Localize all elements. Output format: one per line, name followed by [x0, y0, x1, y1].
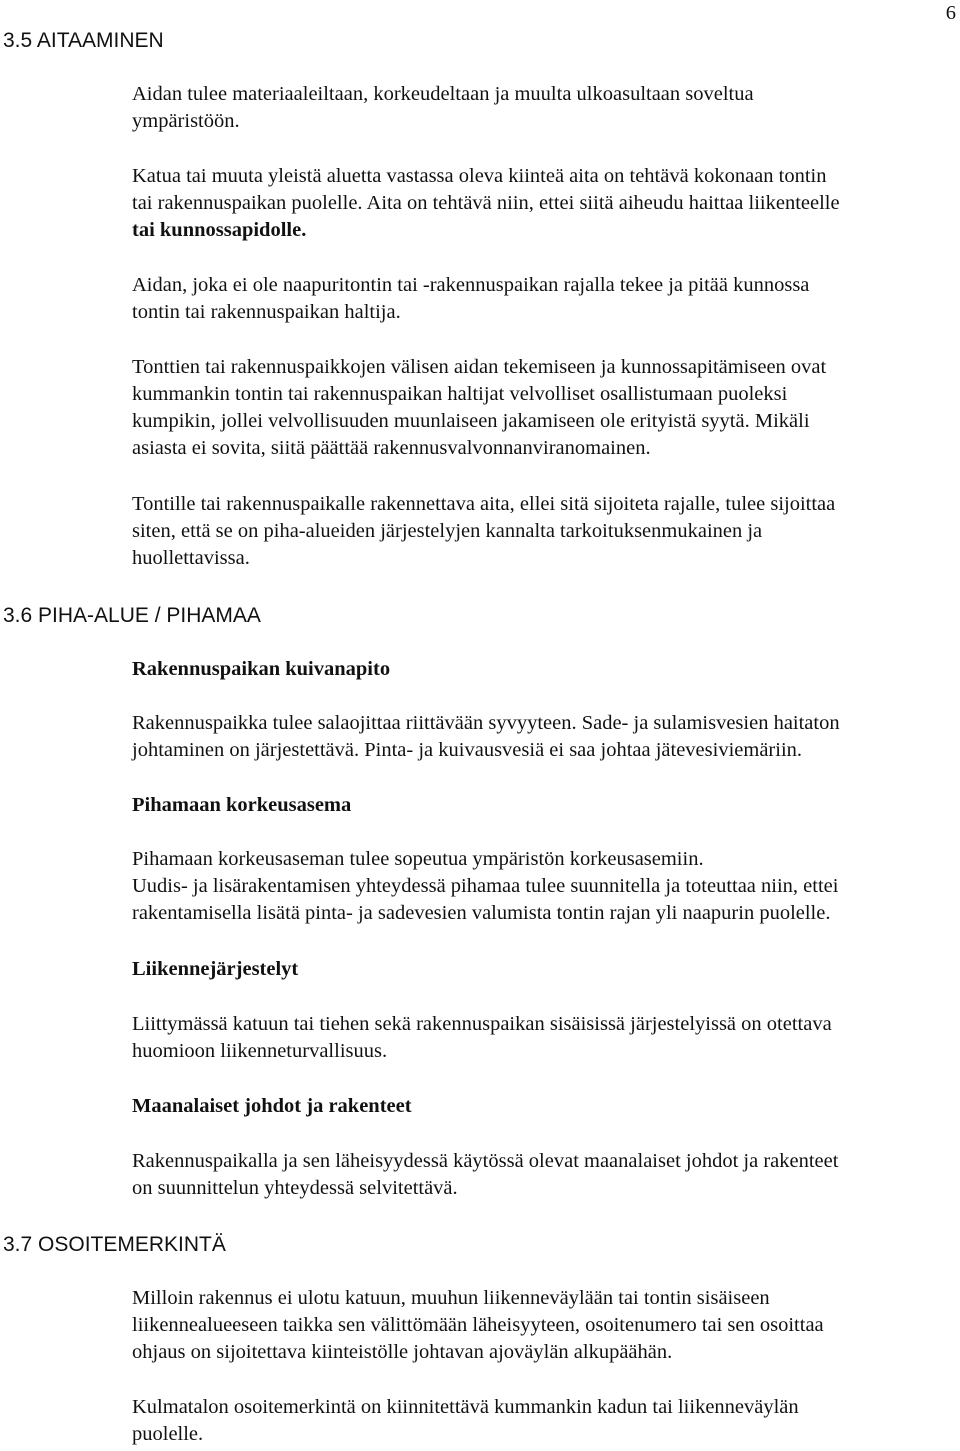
subheading-underground: Maanalaiset johdot ja rakenteet: [132, 1095, 412, 1117]
text-line: Kulmatalon osoitemerkintä on kiinnitettävä kummankin kadun tai liikenneväylän: [132, 1396, 799, 1418]
paragraph-fence-placement: [132, 491, 958, 572]
text-line: on suunnittelun yhteydessä selvitettävä.: [132, 1177, 458, 1199]
text-line-bold: tai kunnossapidolle.: [132, 219, 307, 241]
text-line: Liittymässä katuun tai tiehen sekä rakennuspaikan sisäisissä järjestelyissä on otettava: [132, 1013, 832, 1035]
paragraph-yard-level: [132, 846, 958, 927]
paragraph-underground: [132, 1148, 958, 1202]
text-line: puolelle.: [132, 1423, 204, 1445]
paragraph-traffic: [132, 1011, 958, 1065]
paragraph-fixed-fence: [132, 163, 958, 244]
text-line: Tonttien tai rakennuspaikkojen välisen aidan tekemiseen ja kunnossapitämiseen ovat: [132, 356, 827, 378]
text-line: asiasta ei sovita, siitä päättää rakennusvalvonnanviranomainen.: [132, 437, 651, 459]
text-line: huomioon liikenneturvallisuus.: [132, 1040, 388, 1062]
section-heading-3-7: 3.7 OSOITEMERKINTÄ: [3, 1233, 226, 1256]
text-line: tai rakennuspaikan puolelle. Aita on tehtävä niin, ettei siitä aiheudu haittaa liikenteelle: [132, 192, 840, 214]
text-line: Uudis- ja lisärakentamisen yhteydessä pihamaa tulee suunnitella ja toteuttaa niin, ettei: [132, 875, 839, 897]
text-line: siten, että se on piha-alueiden järjestelyjen kannalta tarkoituksenmukainen ja: [132, 520, 763, 542]
section-heading-3-5: 3.5 AITAAMINEN: [3, 29, 164, 52]
text-line: Aidan tulee materiaaleiltaan, korkeudeltaan ja muulta ulkoasultaan soveltua: [132, 83, 754, 105]
subheading-drainage: Rakennuspaikan kuivanapito: [132, 658, 391, 680]
text-line: johtaminen on järjestettävä. Pinta- ja kuivausvesiä ei saa johtaa jätevesiviemäriin.: [132, 739, 803, 761]
text-line: kummankin tontin tai rakennuspaikan haltijat velvolliset osallistumaan puoleksi: [132, 383, 788, 405]
subheading-yard-level: Pihamaan korkeusasema: [132, 794, 352, 816]
text-line: kumpikin, jollei velvollisuuden muunlaiseen jakamiseen ole erityistä syytä. Mikäli: [132, 410, 810, 432]
text-line: Rakennuspaikalla ja sen läheisyydessä käytössä olevat maanalaiset johdot ja rakenteet: [132, 1150, 839, 1172]
paragraph-fence-owner: [132, 272, 958, 326]
page-number: 6: [945, 2, 956, 24]
text-line: Aidan, joka ei ole naapuritontin tai -rakennuspaikan rajalla tekee ja pitää kunnossa: [132, 274, 810, 296]
paragraph-fence-material: [132, 81, 958, 135]
section-heading-3-6: 3.6 PIHA-ALUE / PIHAMAA: [3, 604, 261, 627]
paragraph-drainage: [132, 710, 958, 764]
paragraph-shared-fence: [132, 354, 958, 462]
text-line: Katua tai muuta yleistä aluetta vastassa oleva kiinteä aita on tehtävä kokonaan tontin: [132, 165, 827, 187]
paragraph-address-sign: [132, 1285, 958, 1366]
text-line: liikennealueeseen taikka sen välittömään läheisyyteen, osoitenumero tai sen osoittaa: [132, 1314, 824, 1336]
paragraph-corner-house: [132, 1394, 958, 1448]
text-line: Tontille tai rakennuspaikalle rakennettava aita, ellei sitä sijoiteta rajalle, tulee sijoittaa: [132, 493, 836, 515]
text-line: Milloin rakennus ei ulotu katuun, muuhun liikenneväylään tai tontin sisäiseen: [132, 1287, 770, 1309]
text-line: tontin tai rakennuspaikan haltija.: [132, 301, 401, 323]
text-line: ympäristöön.: [132, 110, 240, 132]
text-line: ohjaus on sijoitettava kiinteistölle johtavan ajoväylän alkupäähän.: [132, 1341, 673, 1363]
text-line: huollettavissa.: [132, 547, 250, 569]
text-line: Rakennuspaikka tulee salaojittaa riittävään syvyyteen. Sade- ja sulamisvesien haitaton: [132, 712, 840, 734]
subheading-traffic: Liikennejärjestelyt: [132, 958, 299, 980]
text-line: Pihamaan korkeusaseman tulee sopeutua ympäristön korkeusasemiin.: [132, 848, 704, 870]
text-line: rakentamisella lisätä pinta- ja sadevesien valumista tontin rajan yli naapurin puolelle.: [132, 902, 831, 924]
